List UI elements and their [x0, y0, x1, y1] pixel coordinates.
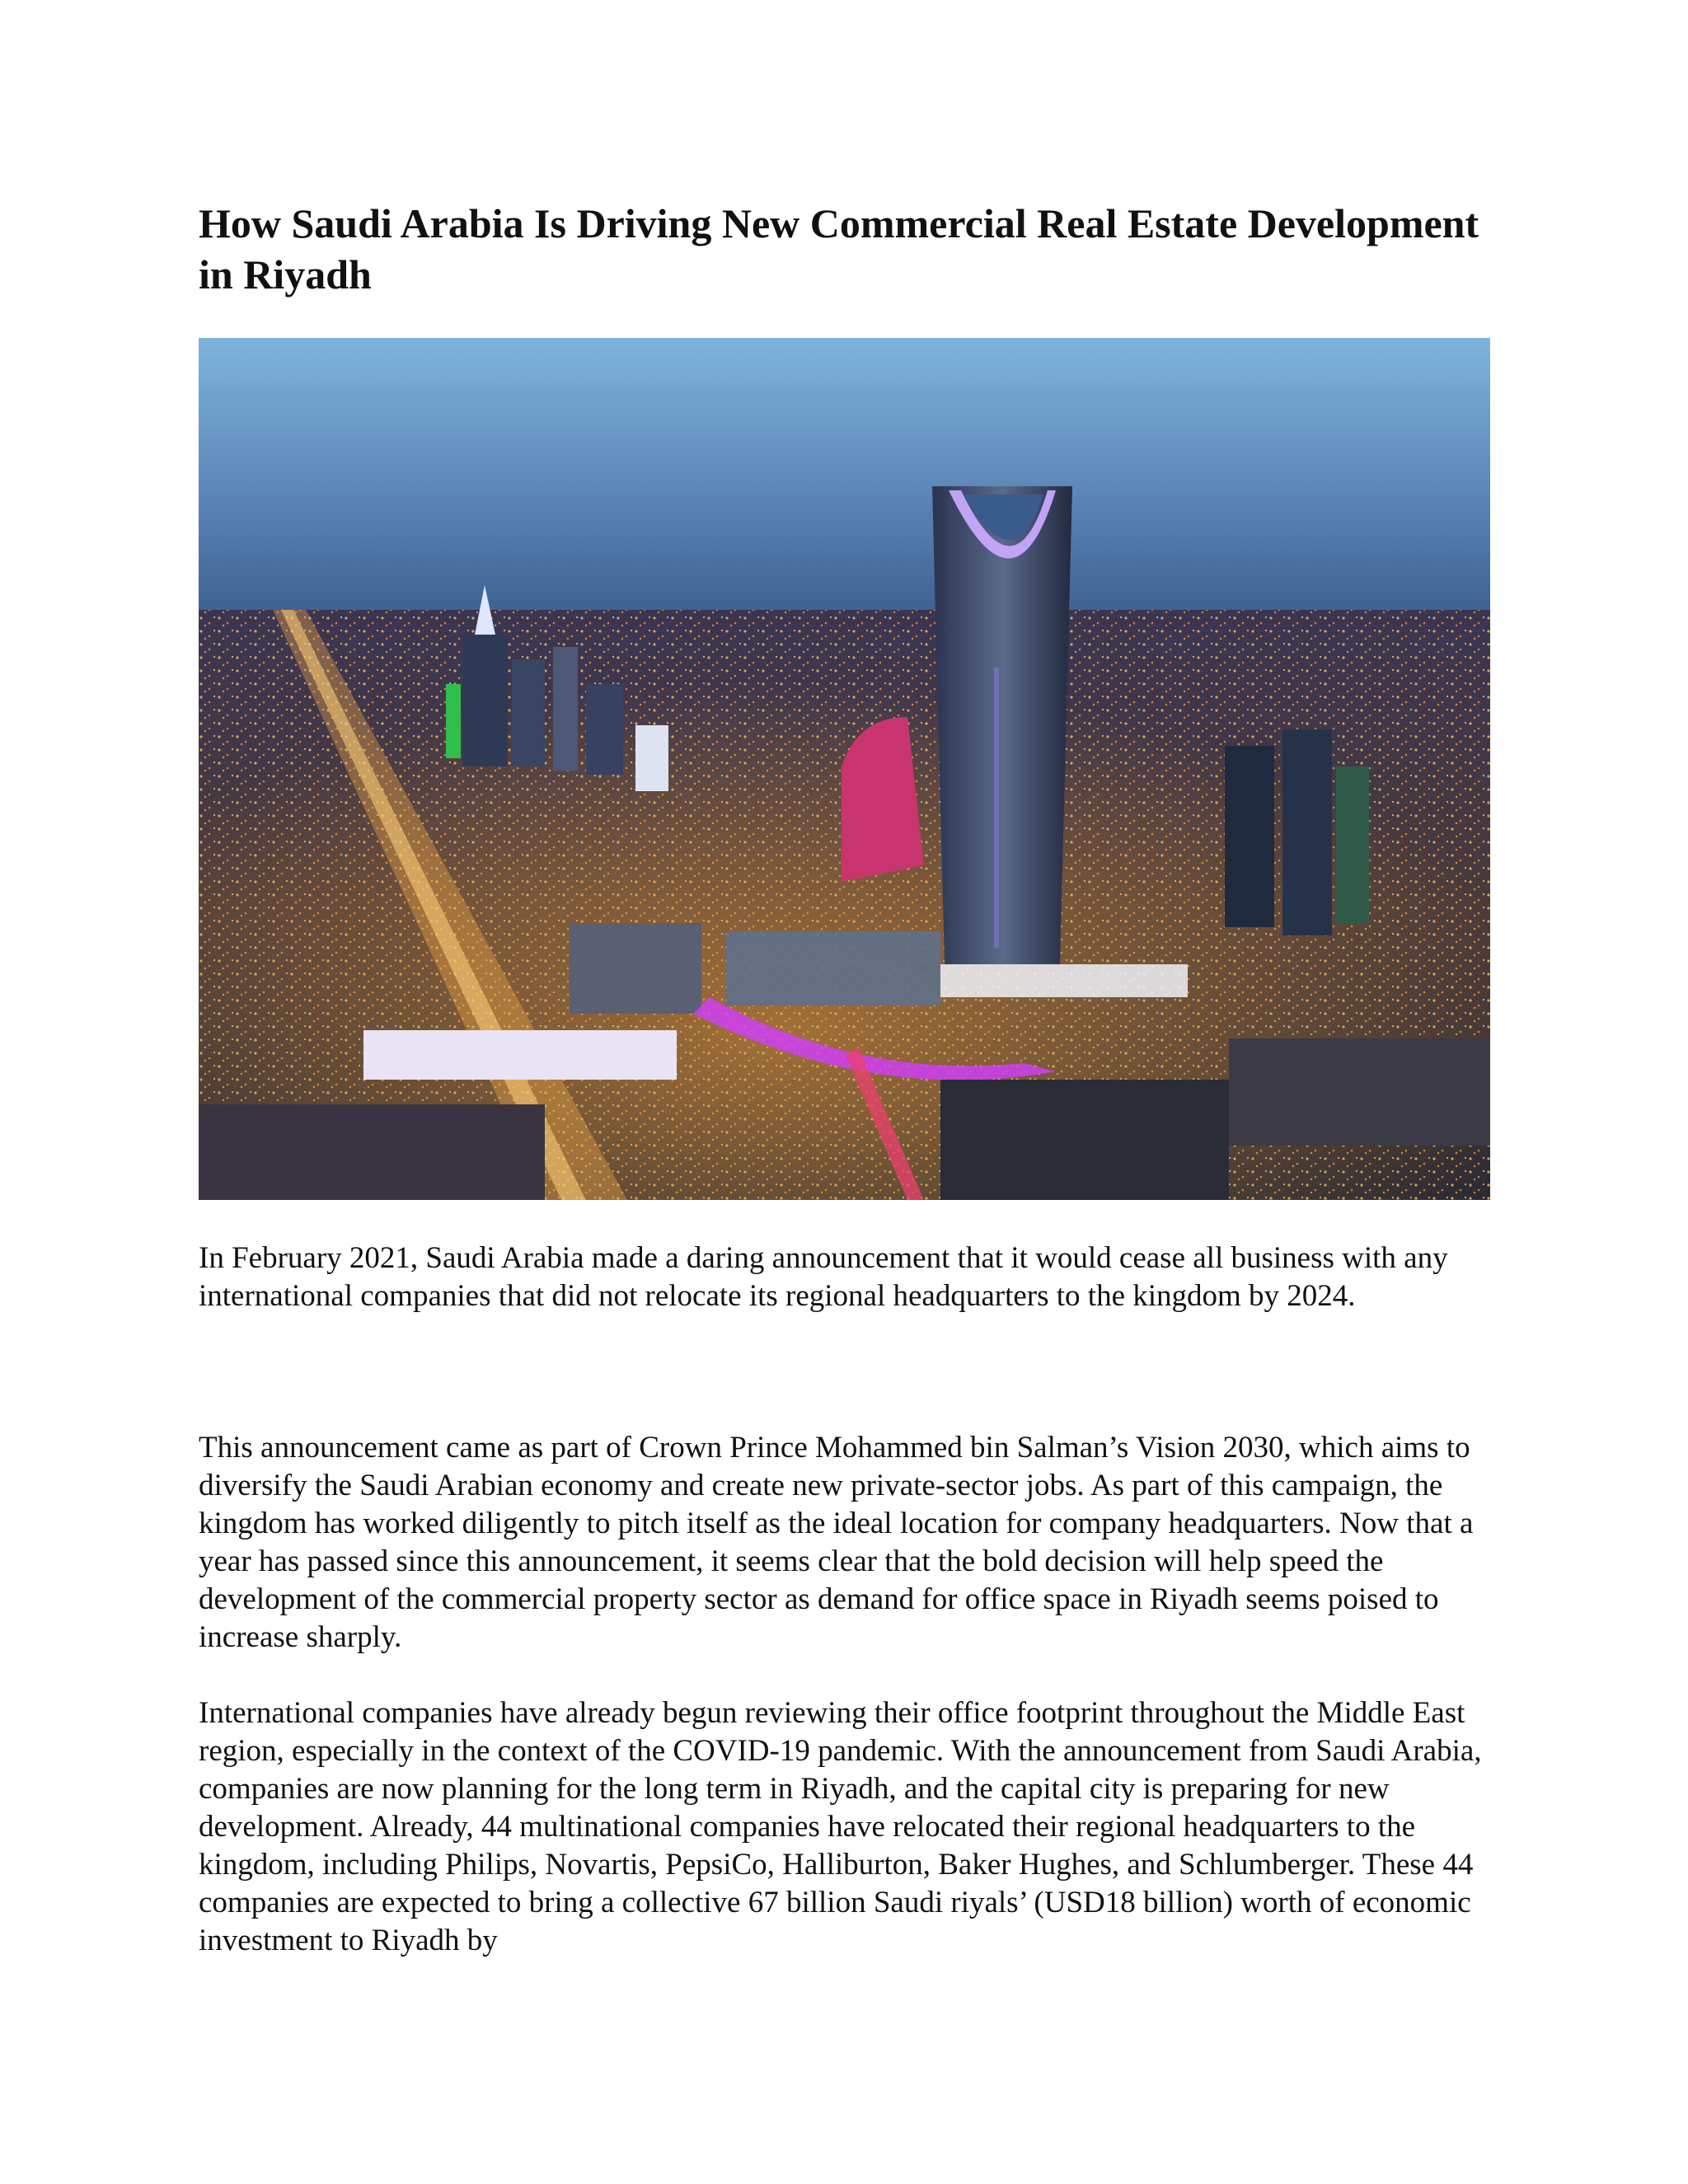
riyadh-skyline-photo	[199, 338, 1490, 1200]
article-title: How Saudi Arabia Is Driving New Commercial Real Estate Development in Riyadh	[199, 200, 1479, 298]
skyline-illustration	[199, 338, 1490, 1200]
paragraph-1: In February 2021, Saudi Arabia made a daring announcement that it would cease all business with any international companies that did not relocate its regional headquarters to the kingdom by 2024.	[199, 1241, 1448, 1313]
paragraph-2: This announcement came as part of Crown Prince Mohammed bin Salman’s Vision 2030, which aims to diversify the Saudi Arabian economy and create new private-sector jobs. As part of this campaign, the kingdom has worked diligently to pitch itself as the ideal location for company headquarters. Now that a year has passed since this announcement, it seems clear that the bold decision will help speed the development of the commercial property sector as demand for office space in Riyadh seems poised to increase sharply.	[199, 1431, 1474, 1654]
paragraph-3: International companies have already begun reviewing their office footprint throughout the Middle East region, especially in the context of the COVID-19 pandemic. With the announcement from Saudi Arabia, companies are now planning for the long term in Riyadh, and the capital city is preparing for new development. Already, 44 multinational companies have relocated their regional headquarters to the kingdom, including Philips, Novartis, PepsiCo, Halliburton, Baker Hughes, and Schlumberger. These 44 companies are expected to bring a collective 67 billion Saudi riyals’ (USD18 billion) worth of economic investment to Riyadh by	[199, 1696, 1482, 1957]
